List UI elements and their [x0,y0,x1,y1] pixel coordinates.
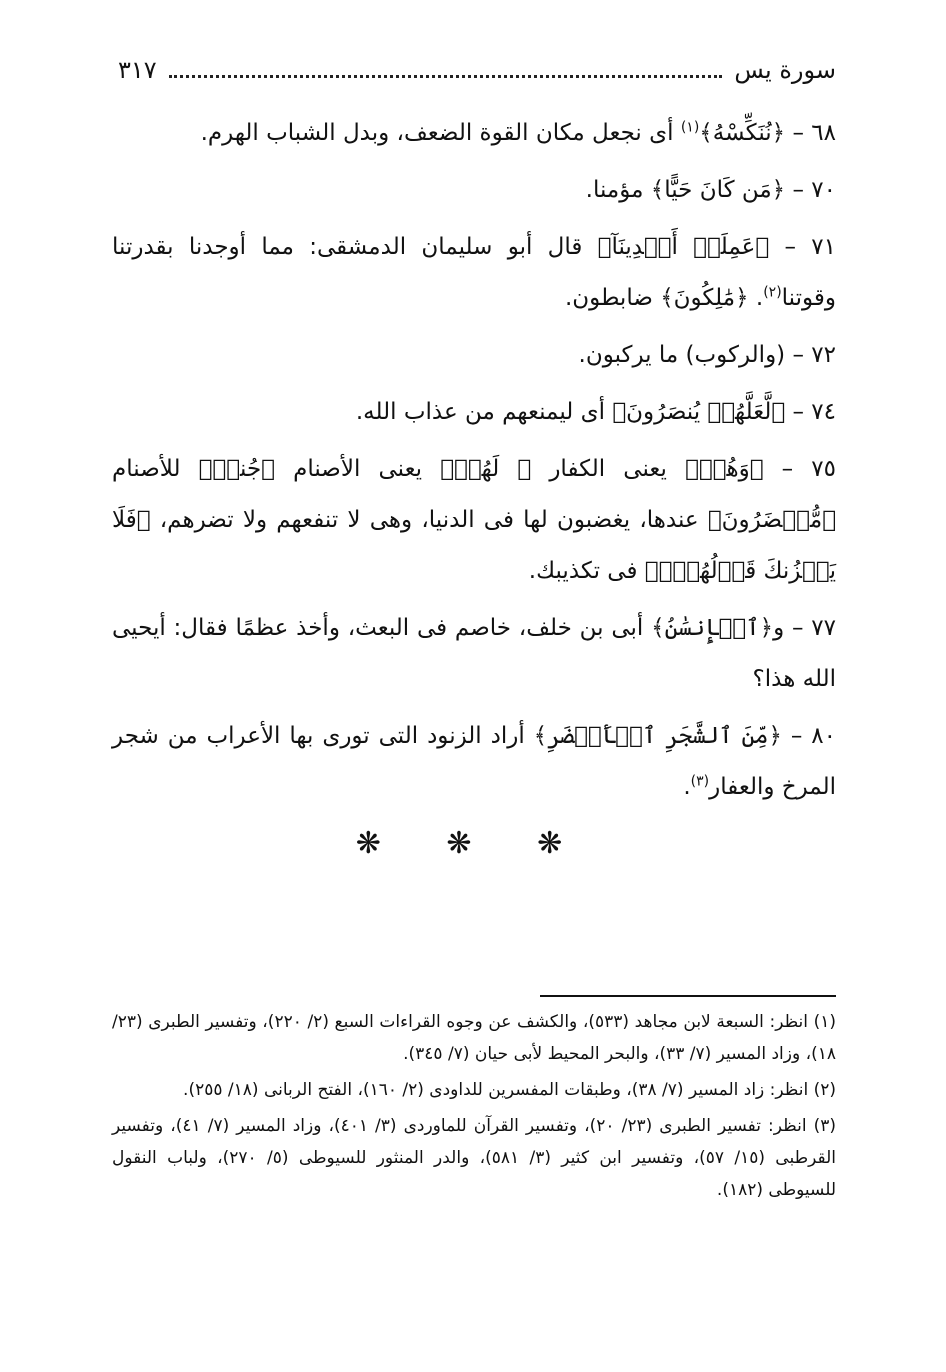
entry-number: ٧٥ – [763,456,837,482]
entry-text: يعنى الكفار [531,456,686,482]
entry-text: (والركوب) ما يركبون. [578,342,786,368]
quran-phrase: ﴿نُنَكِّسْهُ﴾ [699,120,786,146]
footnote-ref[interactable]: (١) [680,119,700,136]
entry-number: ٧٤ – [785,399,836,425]
quran-phrase: ﴿ٱلۡإِنسَٰنُ﴾ [651,615,774,641]
entry-text: . [748,285,764,311]
quran-phrase: ﴿مَٰلِكُونَ﴾ [660,285,749,311]
entry-text: أبى بن خلف، خاصم فى البعث، وأخذ عظمًا فقال: أيحيى الله هذا؟ [112,615,836,692]
quran-phrase: ﴿مُّحۡضَرُونَ﴾ [707,507,836,533]
footnote-1: (١) انظر: السبعة لابن مجاهد (٥٣٣)، والكشف عن وجوه القراءات السبع (٢/ ٢٢٠)، وتفسير الطبرى (٢٣/ ١٨)، وزاد المسير (٧/ ٣٣)، والبحر المحيط لأبى حيان (٧/ ٣٤٥). [112,1012,836,1064]
surah-title: سورة يس [734,56,836,84]
entry-75 [112,444,836,597]
footnote-3: (٣) انظر: تفسير الطبرى (٢٣/ ٢٠)، وتفسير القرآن للماوردى (٣/ ٤٠١)، وزاد المسير (٧/ ٤١)، وتفسير القرطبى (١٥/ ٥٧)، وتفسير ابن كثير (٣/ ٥٨١)، والدر المنثور للسيوطى (٥/ ٢٧٠)، ولباب النقول للسيوطى (١٨٢). [112,1116,837,1200]
page-number: ٣١٧ [118,56,157,84]
entry-text: أى نجعل مكان القوة الضعف، وبدل الشباب الهرم. [200,120,681,146]
entry-text: أراد الزنود التى تورى بها الأعراب من شجر المرخ والعفار [112,723,836,800]
quran-phrase: ﴿لَّعَلَّهُمۡ يُنصَرُونَ﴾ [612,399,786,425]
entry-number: ٨٠ – [781,723,837,749]
section-separator: ❋ ❋ ❋ [355,826,591,861]
entry-text: يعنى الأصنام [274,456,441,482]
entry-68 [112,108,836,159]
quran-phrase: ﴿مَن كَانَ حَيًّا﴾ [650,177,786,203]
entry-74 [112,387,836,438]
entry-text: مؤمنا. [585,177,651,203]
entry-text: عندها، يغضبون لها فى الدنيا، وهى لا تنفعهم ولا تضرهم، [150,507,708,533]
footnote-divider [540,995,836,997]
entry-77 [112,603,836,705]
footnote-ref[interactable]: (٢) [763,284,782,301]
main-text [112,108,836,819]
entry-number: ٧١ – [769,234,836,260]
footnotes [112,1006,836,1210]
entry-80 [112,711,836,813]
entry-70 [112,165,836,216]
entry-71 [112,222,836,324]
header-dot-leader [169,75,723,78]
entry-number: ٧٢ – [785,342,836,368]
entry-72 [112,330,836,381]
entry-text: قال أبو سليمان الدمشقى: مما أوجدنا بقدرتنا وقوتنا [112,234,836,311]
entry-text: أى ليمنعهم من عذاب الله. [355,399,613,425]
entry-number: ٦٨ – [785,120,836,146]
entry-prefix: و [773,615,785,641]
entry-text: فى تكذيبك. [528,558,645,584]
running-header [118,50,836,90]
quran-phrase: ﴿وَهُمۡ﴾ [685,456,764,482]
entry-text: ضابطون. [564,285,661,311]
quran-phrase: ﴿عَمِلَتۡ أَيۡدِينَآ﴾ [597,234,770,260]
entry-text: للأصنام [112,456,199,482]
quran-phrase: ﴿ لَهُمۡ﴾ [440,456,532,482]
entry-number: ٧٠ – [785,177,836,203]
entry-text: . [683,774,691,800]
entry-number: ٧٧ – [784,615,837,641]
footnote-ref[interactable]: (٣) [690,773,710,790]
quran-phrase: ﴿جُندٞ﴾ [198,456,275,482]
quran-phrase: ﴿مِّنَ ٱلشَّجَرِ ٱلۡأَخۡضَرِ﴾ [533,723,782,749]
footnote-2: (٢) انظر: زاد المسير (٧/ ٣٨)، وطبقات المفسرين للداودى (٢/ ١٦٠)، الفتح الربانى (١٨/ ٢٥٥). [183,1080,836,1100]
quran-phrase: ﴿فَلَا يَحۡزُنكَ قَوۡلُهُمۡۘ﴾ [112,507,836,584]
